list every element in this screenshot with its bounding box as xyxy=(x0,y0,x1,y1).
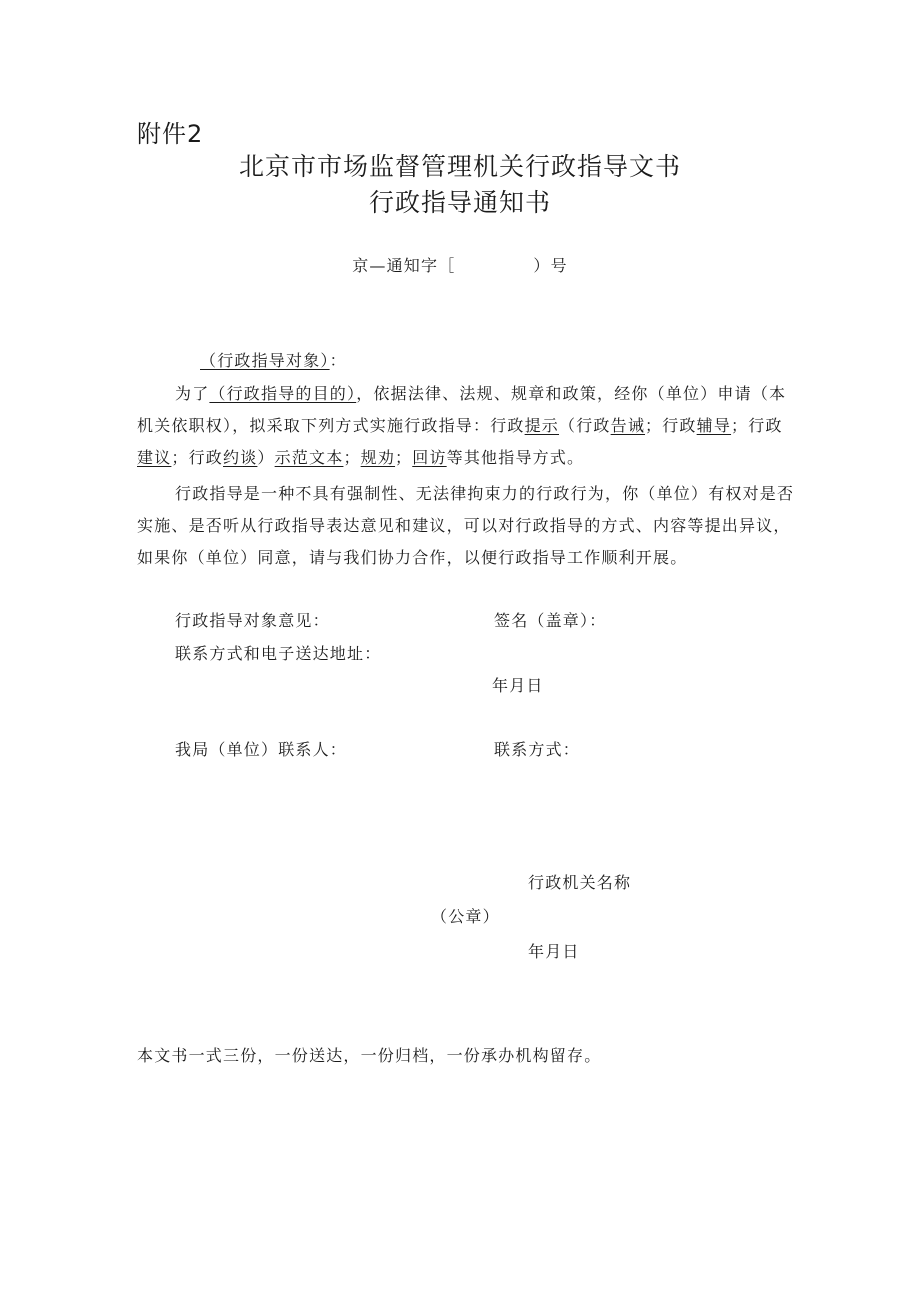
document-title: 北京市市场监督管理机关行政指导文书 xyxy=(238,152,681,181)
option-hint: 提示 xyxy=(524,416,560,435)
text-segment: 等其他指导方式。 xyxy=(446,448,585,467)
document-number-suffix: ）号 xyxy=(533,256,568,275)
addressee-line xyxy=(200,348,347,371)
contact-address-label: 联系方式和电子送达地址： xyxy=(175,644,382,663)
option-assist: 辅导 xyxy=(696,416,732,435)
issue-date-label: 年月日 xyxy=(528,942,580,961)
footer-note: 本文书一式三份，一份送达，一份归档，一份承办机构留存。 xyxy=(137,1046,602,1065)
attachment-label: 附件2 xyxy=(137,120,204,148)
agency-name: 行政机关名称 xyxy=(528,873,632,892)
text-segment: ；行政 xyxy=(171,448,224,467)
document-subtitle: 行政指导通知书 xyxy=(368,188,551,217)
paragraph1-line1 xyxy=(175,381,786,404)
document-number-prefix: 京—通知字［ xyxy=(352,256,456,275)
option-sample-text: 示范文本 xyxy=(274,448,344,467)
text-segment: ） xyxy=(257,448,275,467)
response-date-label: 年月日 xyxy=(492,676,544,695)
purpose-placeholder: （行政指导的目的） xyxy=(209,384,357,403)
option-revisit: 回访 xyxy=(412,448,447,467)
document-number xyxy=(0,253,920,276)
text-segment: ； xyxy=(343,448,361,467)
bureau-contact-method-label: 联系方式： xyxy=(494,740,581,759)
paragraph2-line1: 行政指导是一种不具有强制性、无法律拘束力的行政行为，你（单位）有权对是否 xyxy=(175,484,795,503)
text-segment: （行政 xyxy=(559,416,611,435)
option-advice: 建议 xyxy=(137,448,172,467)
text-segment: ；行政 xyxy=(731,416,783,435)
paragraph2-line2: 实施、是否听从行政指导表达意见和建议，可以对行政指导的方式、内容等提出异议， xyxy=(137,516,791,535)
paragraph2-line3: 如果你（单位）同意，请与我们协力合作，以便行政指导工作顺利开展。 xyxy=(137,548,688,567)
opinion-label: 行政指导对象意见： xyxy=(175,611,330,630)
bureau-contact-person-label: 我局（单位）联系人： xyxy=(175,740,348,759)
signature-label: 签名（盖章）： xyxy=(494,611,607,630)
text-segment: ； xyxy=(395,448,413,467)
text-segment: 为了 xyxy=(175,384,210,403)
option-warning: 告诫 xyxy=(610,416,646,435)
text-segment: ；行政 xyxy=(645,416,697,435)
option-admonish: 规劝 xyxy=(360,448,396,467)
text-segment: 机关依职权），拟采取下列方式实施行政指导：行政 xyxy=(137,416,525,435)
option-interview: 约谈 xyxy=(223,448,258,467)
paragraph1-line3 xyxy=(137,445,584,468)
paragraph1-line2 xyxy=(137,413,783,436)
addressee-colon: ： xyxy=(329,351,347,370)
official-seal: （公章） xyxy=(431,907,500,926)
addressee-placeholder: （行政指导对象） xyxy=(200,351,330,370)
text-segment: ，依据法律、法规、规章和政策，经你（单位）申请（本 xyxy=(356,384,787,403)
